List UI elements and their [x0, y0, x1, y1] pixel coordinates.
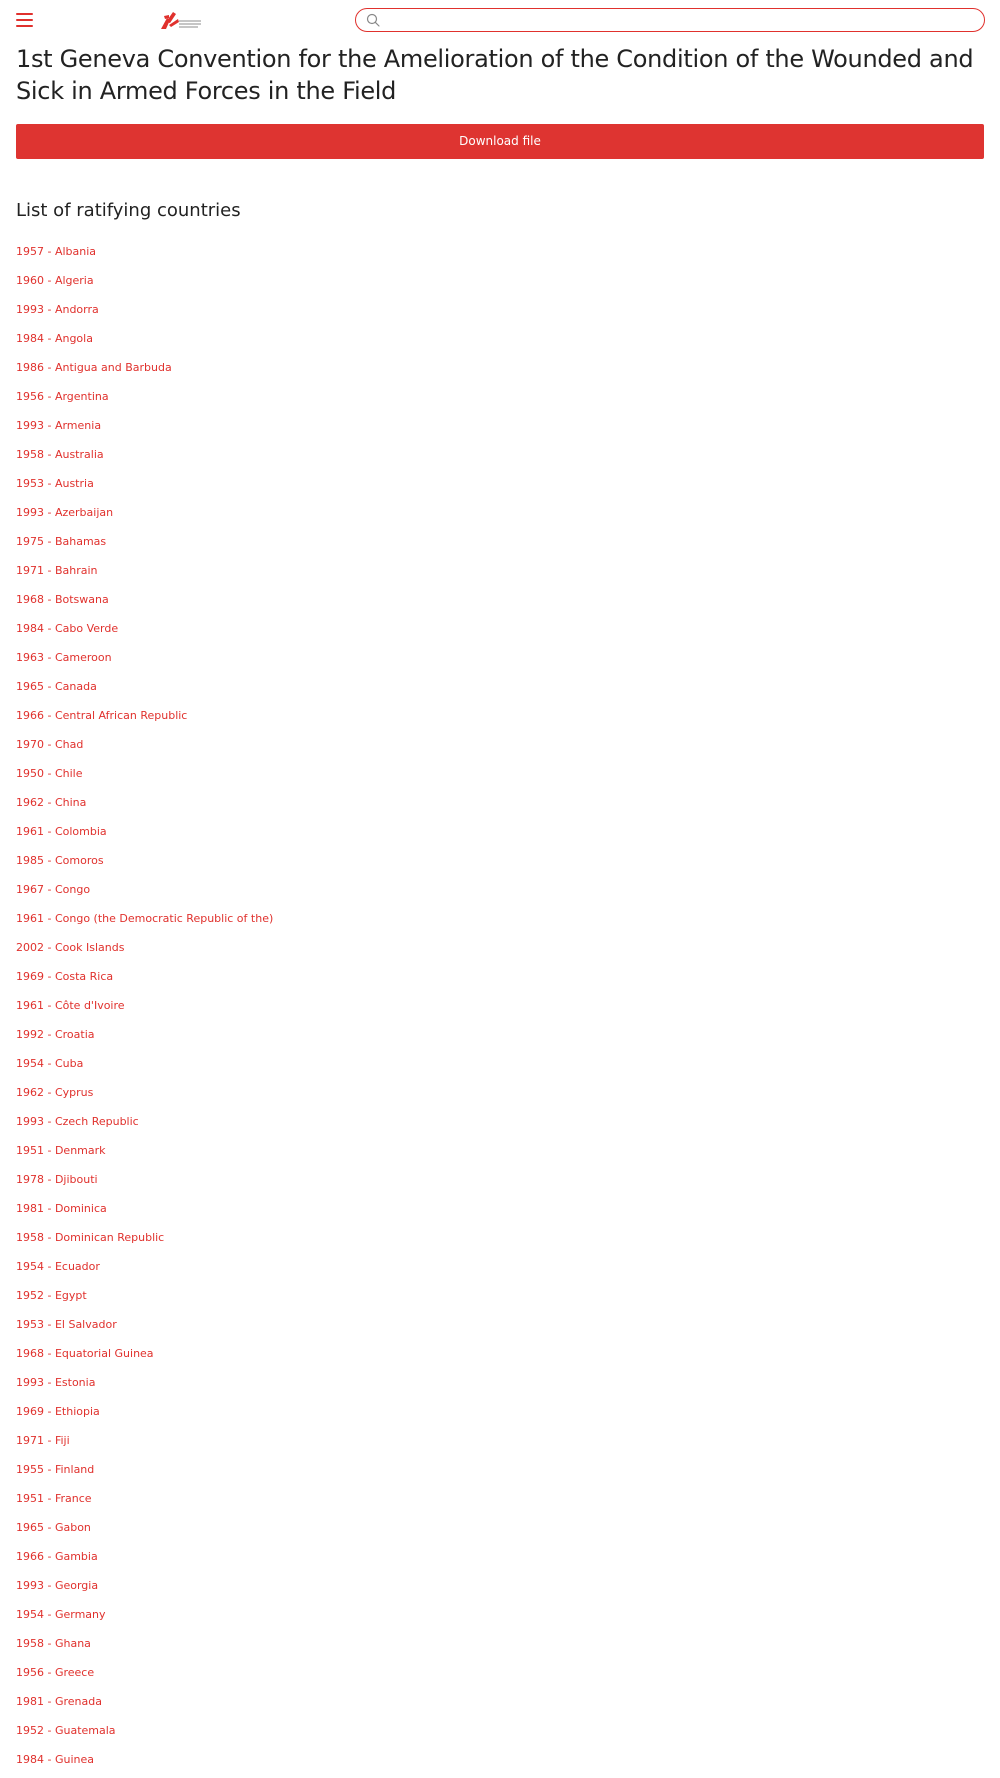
country-link[interactable]: 1981 - Grenada — [16, 1695, 102, 1708]
country-link[interactable]: 1952 - Egypt — [16, 1289, 87, 1302]
list-item — [16, 707, 616, 736]
list-item — [16, 1345, 616, 1374]
country-link[interactable]: 1961 - Colombia — [16, 825, 107, 838]
country-link[interactable]: 1993 - Estonia — [16, 1376, 96, 1389]
list-item — [16, 1142, 616, 1171]
download-file-button[interactable]: Download file — [16, 124, 984, 159]
list-item — [16, 649, 616, 678]
list-item — [16, 1693, 616, 1722]
site-header — [0, 0, 1000, 40]
country-link[interactable]: 1962 - China — [16, 796, 87, 809]
msf-logo-icon[interactable] — [160, 9, 202, 31]
country-link[interactable]: 1984 - Guinea — [16, 1753, 94, 1766]
country-link[interactable]: 1963 - Cameroon — [16, 651, 112, 664]
country-link[interactable]: 1965 - Gabon — [16, 1521, 91, 1534]
list-item — [16, 1461, 616, 1490]
country-link[interactable]: 1993 - Armenia — [16, 419, 102, 432]
list-item — [16, 1229, 616, 1258]
country-link[interactable]: 1978 - Djibouti — [16, 1173, 98, 1186]
list-item — [16, 968, 616, 997]
country-link[interactable]: 1956 - Argentina — [16, 390, 109, 403]
country-link[interactable]: 1954 - Germany — [16, 1608, 106, 1621]
list-item — [16, 1751, 616, 1778]
ratifying-countries-list — [16, 243, 616, 1778]
list-item — [16, 243, 616, 272]
list-item — [16, 794, 616, 823]
section-title: List of ratifying countries — [16, 200, 241, 221]
list-item — [16, 504, 616, 533]
list-item — [16, 1055, 616, 1084]
country-link[interactable]: 1970 - Chad — [16, 738, 84, 751]
country-link[interactable]: 1967 - Congo — [16, 883, 91, 896]
country-link[interactable]: 1961 - Côte d'Ivoire — [16, 999, 125, 1012]
list-item — [16, 388, 616, 417]
list-item — [16, 1664, 616, 1693]
country-link[interactable]: 1975 - Bahamas — [16, 535, 107, 548]
list-item — [16, 620, 616, 649]
country-link[interactable]: 1952 - Guatemala — [16, 1724, 116, 1737]
country-link[interactable]: 1986 - Antigua and Barbuda — [16, 361, 172, 374]
list-item — [16, 1519, 616, 1548]
country-link[interactable]: 1955 - Finland — [16, 1463, 95, 1476]
list-item — [16, 272, 616, 301]
country-link[interactable]: 1966 - Gambia — [16, 1550, 98, 1563]
list-item — [16, 997, 616, 1026]
list-item — [16, 562, 616, 591]
list-item — [16, 881, 616, 910]
list-item — [16, 1200, 616, 1229]
list-item — [16, 1403, 616, 1432]
country-link[interactable]: 1960 - Algeria — [16, 274, 94, 287]
country-link[interactable]: 1954 - Ecuador — [16, 1260, 100, 1273]
country-link[interactable]: 1956 - Greece — [16, 1666, 95, 1679]
list-item — [16, 591, 616, 620]
list-item — [16, 359, 616, 388]
country-link[interactable]: 1971 - Fiji — [16, 1434, 70, 1447]
country-link[interactable]: 1981 - Dominica — [16, 1202, 107, 1215]
country-link[interactable]: 1968 - Equatorial Guinea — [16, 1347, 154, 1360]
country-link[interactable]: 1993 - Andorra — [16, 303, 99, 316]
country-link[interactable]: 1958 - Dominican Republic — [16, 1231, 165, 1244]
list-item — [16, 1635, 616, 1664]
list-item — [16, 1113, 616, 1142]
country-link[interactable]: 2002 - Cook Islands — [16, 941, 125, 954]
country-link[interactable]: 1965 - Canada — [16, 680, 97, 693]
list-item — [16, 1374, 616, 1403]
list-item — [16, 446, 616, 475]
country-link[interactable]: 1971 - Bahrain — [16, 564, 98, 577]
country-link[interactable]: 1951 - Denmark — [16, 1144, 106, 1157]
country-link[interactable]: 1950 - Chile — [16, 767, 83, 780]
country-link[interactable]: 1953 - El Salvador — [16, 1318, 117, 1331]
list-item — [16, 330, 616, 359]
list-item — [16, 910, 616, 939]
list-item — [16, 823, 616, 852]
search-input[interactable] — [384, 11, 974, 29]
list-item — [16, 1287, 616, 1316]
list-item — [16, 1171, 616, 1200]
list-item — [16, 1316, 616, 1345]
country-link[interactable]: 1984 - Angola — [16, 332, 93, 345]
page-title: 1st Geneva Convention for the Amelioration of the Condition of the Wounded and Sick in Armed Forces in the Field — [16, 45, 974, 105]
country-link[interactable]: 1985 - Comoros — [16, 854, 104, 867]
country-link[interactable]: 1968 - Botswana — [16, 593, 109, 606]
list-item — [16, 301, 616, 330]
country-link[interactable]: 1957 - Albania — [16, 245, 97, 258]
list-item — [16, 533, 616, 562]
country-link[interactable]: 1951 - France — [16, 1492, 92, 1505]
country-link[interactable]: 1969 - Costa Rica — [16, 970, 114, 983]
list-item — [16, 1577, 616, 1606]
list-item — [16, 1722, 616, 1751]
list-item — [16, 852, 616, 881]
list-item — [16, 475, 616, 504]
search-box — [355, 8, 985, 32]
country-link[interactable]: 1962 - Cyprus — [16, 1086, 94, 1099]
list-item — [16, 678, 616, 707]
country-link[interactable]: 1984 - Cabo Verde — [16, 622, 119, 635]
country-link[interactable]: 1969 - Ethiopia — [16, 1405, 100, 1418]
list-item — [16, 417, 616, 446]
list-item — [16, 765, 616, 794]
hamburger-menu-icon[interactable] — [16, 13, 33, 27]
list-item — [16, 1548, 616, 1577]
list-item — [16, 1490, 616, 1519]
country-link[interactable]: 1966 - Central African Republic — [16, 709, 188, 722]
list-item — [16, 1026, 616, 1055]
country-link[interactable]: 1958 - Australia — [16, 448, 104, 461]
country-link[interactable]: 1958 - Ghana — [16, 1637, 91, 1650]
country-link[interactable]: 1993 - Czech Republic — [16, 1115, 139, 1128]
country-link[interactable]: 1954 - Cuba — [16, 1057, 84, 1070]
list-item — [16, 1258, 616, 1287]
search-icon[interactable] — [366, 13, 380, 27]
list-item — [16, 1084, 616, 1113]
list-item — [16, 736, 616, 765]
country-link[interactable]: 1992 - Croatia — [16, 1028, 95, 1041]
list-item — [16, 939, 616, 968]
country-link[interactable]: 1961 - Congo (the Democratic Republic of the) — [16, 912, 274, 925]
list-item — [16, 1432, 616, 1461]
list-item — [16, 1606, 616, 1635]
country-link[interactable]: 1993 - Azerbaijan — [16, 506, 114, 519]
country-link[interactable]: 1953 - Austria — [16, 477, 94, 490]
country-link[interactable]: 1993 - Georgia — [16, 1579, 99, 1592]
